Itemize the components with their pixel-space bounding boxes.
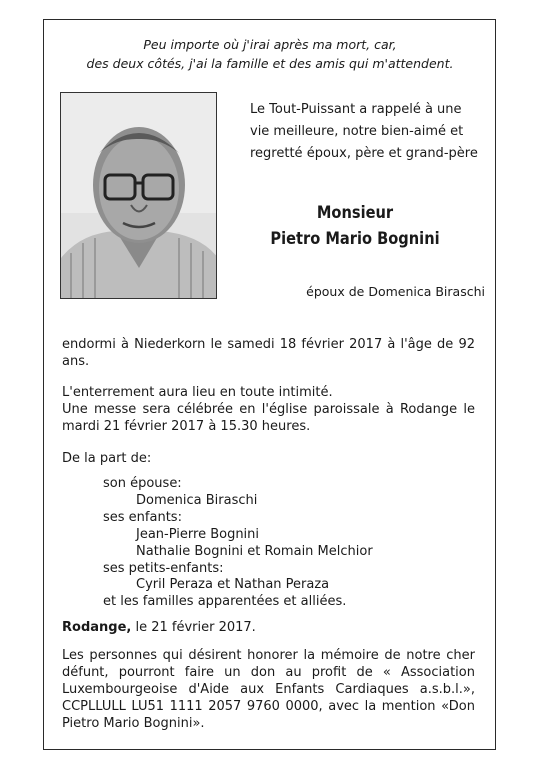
donation-line-4: CCPLLULL LU51 1111 2057 9760 0000, avec la mention «Don	[62, 699, 475, 714]
signoff-place: Rodange,	[62, 620, 132, 635]
death-line-2: ans.	[62, 354, 90, 369]
deceased-name: Pietro Mario Bognini	[270, 229, 440, 249]
donation-text	[62, 647, 475, 732]
portrait-photo	[60, 92, 217, 299]
donation-line-5: Pietro Mario Bognini».	[62, 716, 205, 731]
intro-line-1: Le Tout-Puissant a rappelé à une	[250, 102, 462, 117]
funeral-line-2: Une messe sera célébrée en l'église paroissale à Rodange le	[62, 402, 475, 417]
funeral-line-1: L'enterrement aura lieu en toute intimité.	[62, 385, 333, 400]
grandchildren-names: Cyril Peraza et Nathan Peraza	[136, 577, 330, 592]
signoff-date: le 21 février 2017.	[135, 620, 256, 635]
donation-line-1: Les personnes qui désirent honorer la mémoire de notre cher	[62, 648, 475, 663]
child-2: Nathalie Bognini et Romain Melchior	[136, 544, 373, 559]
spouse-name: Domenica Biraschi	[136, 493, 258, 508]
grandchildren-label: ses petits-enfants:	[103, 561, 224, 576]
funeral-info	[62, 384, 475, 435]
funeral-line-3: mardi 21 février 2017 à 15.30 heures.	[62, 419, 311, 434]
children-label: ses enfants:	[103, 510, 182, 525]
death-line-1: endormi à Niederkorn le samedi 18 février 2017 à l'âge de 92	[62, 337, 475, 352]
spouse-label: son épouse:	[103, 476, 182, 491]
spouse-line: époux de Domenica Biraschi	[306, 284, 485, 299]
relatives-line: et les familles apparentées et alliées.	[103, 594, 347, 609]
intro-line-3: regretté époux, père et grand-père	[250, 146, 478, 161]
child-1: Jean-Pierre Bognini	[136, 527, 260, 542]
donation-line-2: défunt, pourront faire un don au profit de « Association	[62, 665, 475, 680]
signoff	[62, 620, 256, 635]
intro-line-2: vie meilleure, notre bien-aimé et	[250, 124, 464, 139]
quote-line-1: Peu importe où j'irai après ma mort, car,	[143, 37, 397, 52]
family-heading: De la part de:	[62, 451, 152, 466]
intro-text	[250, 99, 478, 165]
death-notice	[62, 336, 475, 370]
honorific: Monsieur	[316, 203, 394, 223]
quote-line-2: des deux côtés, j'ai la famille et des amis qui m'attendent.	[86, 56, 454, 71]
donation-line-3: Luxembourgeoise d'Aide aux Enfants Cardiaques a.s.b.l.»,	[62, 682, 475, 697]
